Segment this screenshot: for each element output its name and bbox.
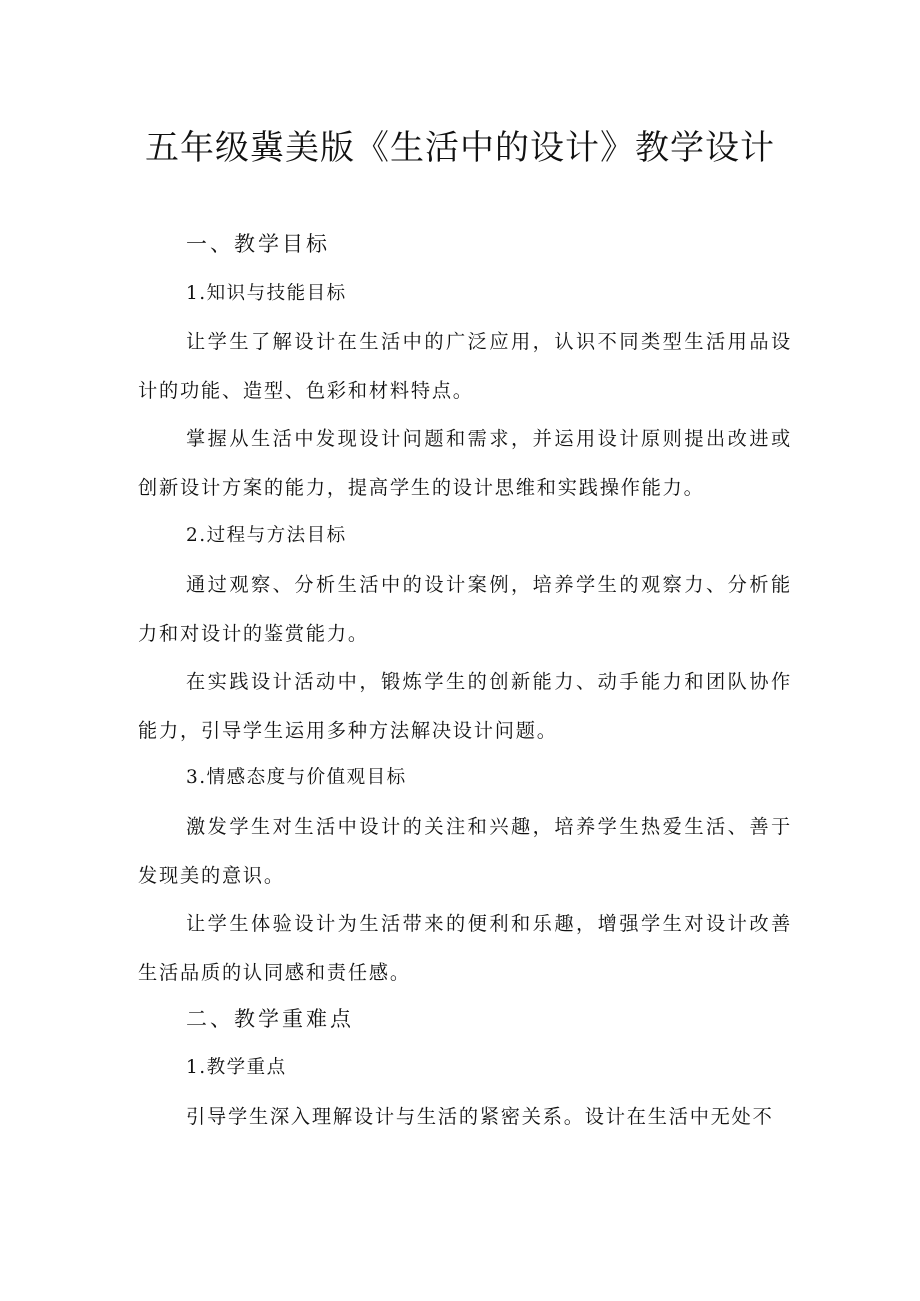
paragraph-process-1: 通过观察、分析生活中的设计案例，培养学生的观察力、分析能力和对设计的鉴赏能力。 (138, 573, 792, 645)
subheading-teaching-key-points: 1.教学重点 (186, 1057, 287, 1078)
subheading-knowledge-skills: 1.知识与技能目标 (186, 283, 347, 304)
paragraph-emotion-1: 激发学生对生活中设计的关注和兴趣，培养学生热爱生活、善于发现美的意识。 (138, 815, 792, 887)
subheading-emotion-values: 3.情感态度与价值观目标 (186, 767, 407, 788)
paragraph-knowledge-1: 让学生了解设计在生活中的广泛应用，认识不同类型生活用品设计的功能、造型、色彩和材料特点。 (138, 330, 792, 402)
section-heading-key-difficult-points: 二、教学重难点 (186, 1007, 354, 1031)
paragraph-key-points-1: 引导学生深入理解设计与生活的紧密关系。设计在生活中无处不 (186, 1105, 774, 1128)
paragraph-emotion-2: 让学生体验设计为生活带来的便利和乐趣，增强学生对设计改善生活品质的认同感和责任感。 (138, 912, 792, 984)
document-title: 五年级冀美版《生活中的设计》教学设计 (145, 128, 775, 168)
paragraph-knowledge-2: 掌握从生活中发现设计问题和需求，并运用设计原则提出改进或创新设计方案的能力，提高学生的设计思维和实践操作能力。 (138, 427, 792, 499)
section-heading-teaching-goals: 一、教学目标 (186, 232, 330, 256)
paragraph-process-2: 在实践设计活动中，锻炼学生的创新能力、动手能力和团队协作能力，引导学生运用多种方法解决设计问题。 (138, 670, 792, 742)
subheading-process-method: 2.过程与方法目标 (186, 525, 347, 546)
